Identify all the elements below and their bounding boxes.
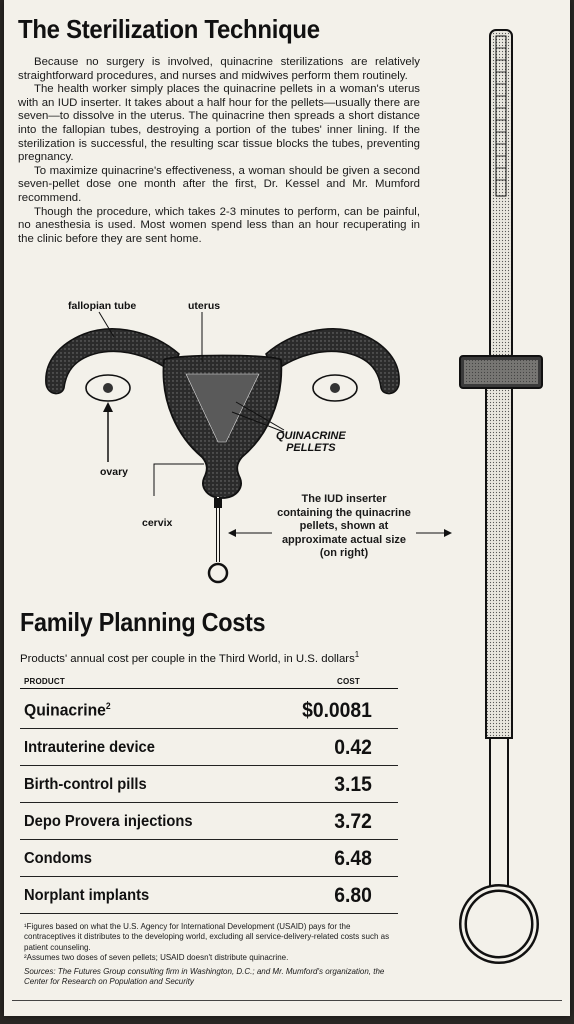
- product-cost: 0.42: [334, 736, 372, 759]
- product-name: Birth-control pills: [24, 776, 147, 793]
- table-row: [20, 765, 398, 803]
- uterus-label: uterus: [188, 300, 221, 312]
- costs-subtitle: [20, 650, 359, 665]
- sources-note: Sources: The Futures Group consulting firm in Washington, D.C.; and Mr. Mumford's organization, the Center for Research on Population and Security: [24, 966, 385, 987]
- ovary-label: ovary: [100, 466, 129, 478]
- newspaper-clipping: [4, 0, 570, 1016]
- costs-table-header: [20, 675, 398, 689]
- footnote-2: ²Assumes two doses of seven pellets; USAID doesn't distribute quinacrine.: [24, 953, 289, 963]
- table-row: [20, 691, 398, 729]
- costs-subtitle-note: 1: [354, 650, 360, 659]
- product-name: Condoms: [24, 850, 92, 867]
- paragraph: To maximize quinacrine's effectiveness, a woman should be given a second seven-pellet dose one month after the first, Dr. Kessel and Mr. Mumford recommend.: [18, 164, 420, 204]
- column-header-cost: COST: [336, 677, 360, 686]
- bottom-divider: [12, 1000, 562, 1001]
- article-body: [18, 56, 420, 246]
- product-cost: 6.48: [334, 847, 372, 870]
- paragraph: Because no surgery is involved, quinacrine sterilizations are relatively straightforward procedures, and nurses and midwives perform them routinely.: [18, 56, 420, 82]
- product-name-text: Quinacrine: [24, 701, 106, 719]
- product-name: Norplant implants: [24, 887, 150, 904]
- costs-subtitle-text: Products' annual cost per couple in the Third World, in U.S. dollars: [20, 652, 355, 665]
- quinacrine-pellets-label: [276, 430, 346, 454]
- article-title: The Sterilization Technique: [18, 14, 320, 44]
- product-name: [24, 701, 111, 721]
- paragraph: Though the procedure, which takes 2-3 minutes to perform, can be painful, no anesthesia is used. Most women spend less than an hour recuperating in the clinic before they are sent home.: [18, 205, 420, 245]
- product-cost: $0.0081: [302, 699, 372, 722]
- iud-inserter-illustration: [450, 26, 550, 988]
- table-row: [20, 802, 398, 840]
- product-name: Depo Provera injections: [24, 813, 193, 830]
- product-cost: 6.80: [334, 884, 372, 907]
- pellets-label-line2: PELLETS: [286, 442, 336, 454]
- product-cost: 3.72: [334, 810, 372, 833]
- footnotes: [24, 922, 396, 987]
- table-row: [20, 728, 398, 766]
- pellets-label-line1: QUINACRINE: [276, 430, 346, 442]
- product-name: Intrauterine device: [24, 739, 155, 756]
- cervix-label: cervix: [142, 517, 173, 529]
- column-header-product: PRODUCT: [24, 677, 65, 686]
- product-cost: 3.15: [334, 773, 372, 796]
- fallopian-tube-label: fallopian tube: [68, 300, 137, 312]
- product-footnote-marker: 2: [105, 700, 111, 711]
- table-row: [20, 839, 398, 877]
- table-row: [20, 876, 398, 914]
- paragraph: The health worker simply places the quinacrine pellets in a woman's uterus with an IUD inserter. It takes about a half hour for the pellets—usually there are seven—to dissolve in the uterus. The quinacrine then spreads a short distance into the fallopian tubes, destroying a portion of the tubes' inner lining. If the sterilization is successful, the resulting scar tissue blocks the tubes, preventing pregnancy.: [18, 83, 420, 164]
- inserter-caption: The IUD inserter containing the quinacrine pellets, shown at approximate actual size (on right): [277, 493, 411, 559]
- costs-title: Family Planning Costs: [20, 607, 266, 637]
- footnote-1: ¹Figures based on what the U.S. Agency for International Development (USAID) pays for the contraceptives it distributes to the developing world, excluding all service-delivery-related costs such as patient counseling.: [24, 922, 390, 952]
